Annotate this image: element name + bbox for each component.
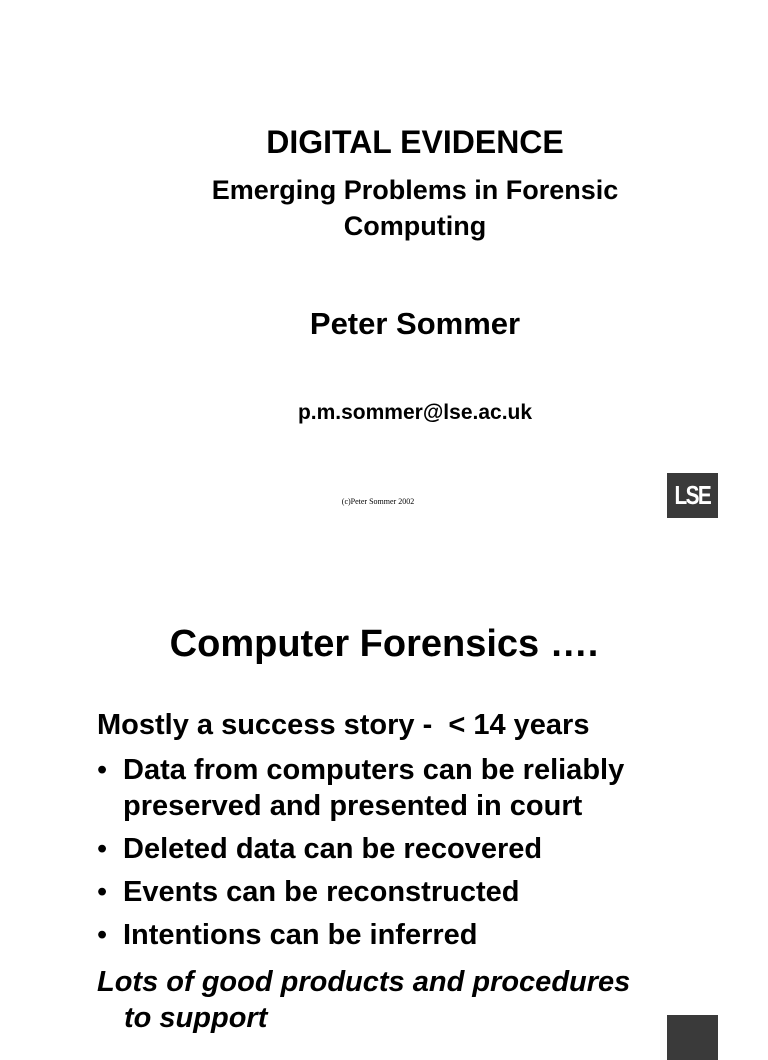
- slide2-bullet-list: [97, 752, 697, 960]
- logo-text: LSE: [674, 480, 711, 510]
- bullet-text: Deleted data can be recovered: [123, 833, 543, 865]
- slide2-lead: Mostly a success story - < 14 years: [97, 709, 590, 741]
- slide1-copyright: (c)Peter Sommer 2002: [341, 497, 415, 506]
- slide2-title: Computer Forensics ….: [169, 623, 599, 665]
- slide1-title: DIGITAL EVIDENCE: [266, 124, 564, 160]
- bullet-text: Events can be reconstructed: [123, 876, 520, 908]
- bullet-dot-icon: •: [97, 754, 108, 786]
- bullet-dot-icon: •: [97, 833, 108, 865]
- bullet-item: [97, 752, 697, 824]
- slide2-closing-line-continued: to support: [124, 1002, 268, 1034]
- bullet-dot-icon: •: [97, 876, 108, 908]
- bullet-item: [97, 917, 697, 953]
- bullet-item: [97, 874, 697, 910]
- bullet-text: Data from computers can be reliably preserved and presented in court: [123, 754, 625, 822]
- slide1-author: Peter Sommer: [309, 306, 521, 341]
- bullet-item: [97, 831, 697, 867]
- bullet-text: Intentions can be inferred: [123, 919, 478, 951]
- slide1-subtitle: Emerging Problems in Forensic Computing: [211, 175, 619, 241]
- lse-logo-icon: [667, 473, 718, 518]
- lse-logo-icon: [667, 1015, 718, 1060]
- slide1-email: p.m.sommer@lse.ac.uk: [297, 401, 533, 424]
- slide2-closing-line: Lots of good products and procedures: [97, 966, 631, 998]
- bullet-dot-icon: •: [97, 919, 108, 951]
